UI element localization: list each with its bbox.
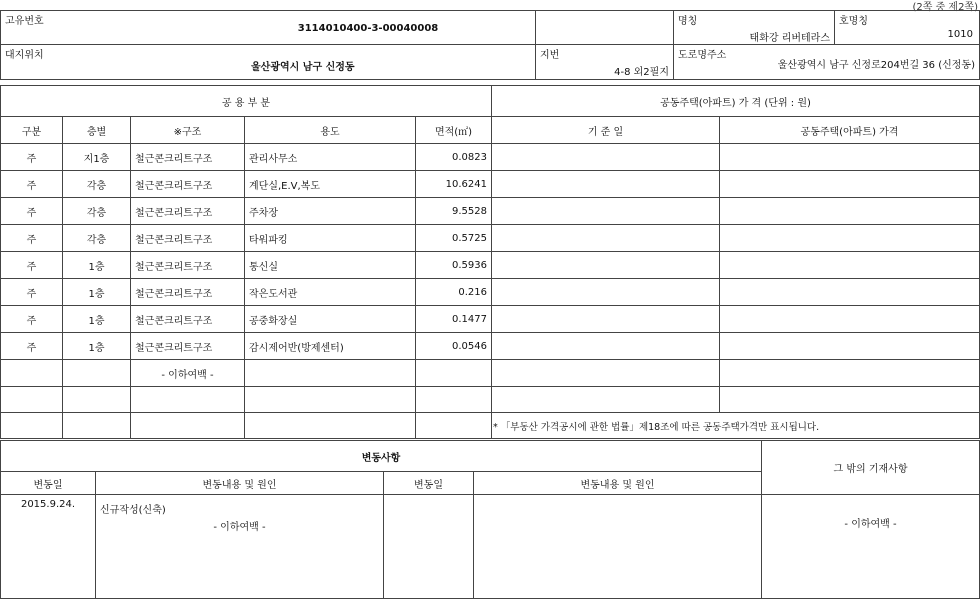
row-base-date <box>492 198 720 225</box>
empty-cell <box>416 387 492 413</box>
row-base-date <box>492 279 720 306</box>
name-value: 태화강 리버테라스 <box>749 33 830 44</box>
row-use: 감시제어반(방제센터) <box>245 333 416 360</box>
col-floor: 층별 <box>63 117 131 144</box>
lot-value: 4-8 외2필지 <box>614 67 669 78</box>
header-table <box>0 10 980 45</box>
site-cell <box>1 45 536 80</box>
empty-cell <box>131 413 245 439</box>
table-row <box>1 413 980 439</box>
row-base-date <box>492 171 720 198</box>
row-area: 10.6241 <box>416 171 492 198</box>
price-section-title: 공동주택(아파트) 가 격 (단위 : 원) <box>492 86 980 117</box>
col-base-date: 기 준 일 <box>492 117 720 144</box>
change-content: 신규작성(신축) <box>100 505 166 516</box>
row-use: 작은도서관 <box>245 279 416 306</box>
row-area: 0.1477 <box>416 306 492 333</box>
empty-cell <box>1 387 63 413</box>
row-area: 0.5936 <box>416 252 492 279</box>
row-type: 주 <box>1 252 63 279</box>
table-row <box>1 360 980 387</box>
row-floor: 각층 <box>63 225 131 252</box>
table-row <box>1 144 980 171</box>
id-cell <box>1 11 536 45</box>
row-area: 9.5528 <box>416 198 492 225</box>
row-type: 주 <box>1 333 63 360</box>
site-label: 대지위치 <box>5 50 44 61</box>
row-structure: 철근콘크리트구조 <box>131 279 245 306</box>
row-use: 계단실,E.V,복도 <box>245 171 416 198</box>
empty-cell <box>492 387 720 413</box>
row-use: 통신실 <box>245 252 416 279</box>
row-floor: 1층 <box>63 333 131 360</box>
col-change-date-2: 변동일 <box>384 472 474 495</box>
change-date: 2015.9.24. <box>1 495 96 599</box>
id-label: 고유번호 <box>5 16 44 27</box>
empty-cell <box>1 360 63 387</box>
unit-cell <box>835 11 980 45</box>
empty-cell <box>474 495 762 599</box>
row-structure: 철근콘크리트구조 <box>131 144 245 171</box>
table-row <box>1 306 980 333</box>
row-price <box>720 252 980 279</box>
row-base-date <box>492 252 720 279</box>
col-type: 구분 <box>1 117 63 144</box>
col-change-content-2: 변동내용 및 원인 <box>474 472 762 495</box>
other-end-mark: - 이하여백 - <box>762 495 980 599</box>
row-use: 관리사무소 <box>245 144 416 171</box>
table-row <box>1 198 980 225</box>
road-value: 울산광역시 남구 신정로204번길 36 (신정동) <box>777 60 975 71</box>
empty-cell <box>245 413 416 439</box>
empty-cell <box>63 360 131 387</box>
row-floor: 지1층 <box>63 144 131 171</box>
row-type: 주 <box>1 225 63 252</box>
table-row <box>1 333 980 360</box>
road-label: 도로명주소 <box>678 50 727 61</box>
empty-cell <box>416 413 492 439</box>
row-type: 주 <box>1 171 63 198</box>
row-use: 주차장 <box>245 198 416 225</box>
row-price <box>720 225 980 252</box>
changes-title: 변동사항 <box>1 441 762 472</box>
site-value: 울산광역시 남구 신정동 <box>251 62 355 73</box>
empty-cell <box>63 413 131 439</box>
location-table <box>0 44 980 80</box>
row-floor: 각층 <box>63 198 131 225</box>
row-type: 주 <box>1 279 63 306</box>
row-price <box>720 279 980 306</box>
lot-cell <box>536 45 674 80</box>
row-price <box>720 198 980 225</box>
col-change-content-1: 변동내용 및 원인 <box>96 472 384 495</box>
road-cell <box>674 45 980 80</box>
row-floor: 1층 <box>63 306 131 333</box>
row-base-date <box>492 333 720 360</box>
row-type: 주 <box>1 144 63 171</box>
row-price <box>720 306 980 333</box>
row-structure: 철근콘크리트구조 <box>131 171 245 198</box>
empty-cell <box>131 387 245 413</box>
empty-cell <box>245 387 416 413</box>
row-area: 0.0546 <box>416 333 492 360</box>
row-area: 0.216 <box>416 279 492 306</box>
row-area: 0.5725 <box>416 225 492 252</box>
table-row <box>1 252 980 279</box>
changes-table <box>0 440 980 599</box>
row-structure: 철근콘크리트구조 <box>131 333 245 360</box>
row-floor: 각층 <box>63 171 131 198</box>
table-row <box>1 387 980 413</box>
row-area: 0.0823 <box>416 144 492 171</box>
row-price <box>720 333 980 360</box>
col-price: 공동주택(아파트) 가격 <box>720 117 980 144</box>
table-row <box>1 225 980 252</box>
page-indicator: (2쪽 중 제2쪽) <box>912 2 978 13</box>
row-structure: 철근콘크리트구조 <box>131 225 245 252</box>
change-end-mark: - 이하여백 - <box>213 522 266 533</box>
col-area: 면적(㎡) <box>416 117 492 144</box>
change-content-cell <box>96 495 384 599</box>
other-title: 그 밖의 기재사항 <box>762 441 980 495</box>
name-label: 명칭 <box>678 16 698 27</box>
col-structure: ※구조 <box>131 117 245 144</box>
blank-cell <box>536 11 674 45</box>
empty-cell <box>720 387 980 413</box>
col-change-date-1: 변동일 <box>1 472 96 495</box>
unit-label: 호명칭 <box>839 16 868 27</box>
empty-cell <box>416 360 492 387</box>
col-use: 용도 <box>245 117 416 144</box>
common-area-table <box>0 85 980 439</box>
row-floor: 1층 <box>63 252 131 279</box>
common-section-title: 공 용 부 분 <box>1 86 492 117</box>
price-note: * 「부동산 가격공시에 관한 법률」제18조에 따른 공동주택가격만 표시됩니다. <box>492 413 980 439</box>
empty-cell <box>1 413 63 439</box>
row-base-date <box>492 306 720 333</box>
row-price <box>720 171 980 198</box>
row-structure: 철근콘크리트구조 <box>131 252 245 279</box>
name-cell <box>674 11 835 45</box>
row-base-date <box>492 144 720 171</box>
empty-cell <box>245 360 416 387</box>
row-type: 주 <box>1 306 63 333</box>
row-floor: 1층 <box>63 279 131 306</box>
empty-cell <box>492 360 720 387</box>
table-row <box>1 279 980 306</box>
row-price <box>720 144 980 171</box>
row-base-date <box>492 225 720 252</box>
row-use: 공중화장실 <box>245 306 416 333</box>
empty-cell <box>63 387 131 413</box>
empty-cell <box>384 495 474 599</box>
row-use: 타워파킹 <box>245 225 416 252</box>
unit-value: 1010 <box>947 29 973 40</box>
row-type: 주 <box>1 198 63 225</box>
lot-label: 지번 <box>540 50 560 61</box>
row-structure: 철근콘크리트구조 <box>131 306 245 333</box>
row-structure: 철근콘크리트구조 <box>131 198 245 225</box>
table-row <box>1 171 980 198</box>
end-mark: - 이하여백 - <box>131 360 245 387</box>
id-value: 3114010400-3-00040008 <box>297 23 439 34</box>
empty-cell <box>720 360 980 387</box>
